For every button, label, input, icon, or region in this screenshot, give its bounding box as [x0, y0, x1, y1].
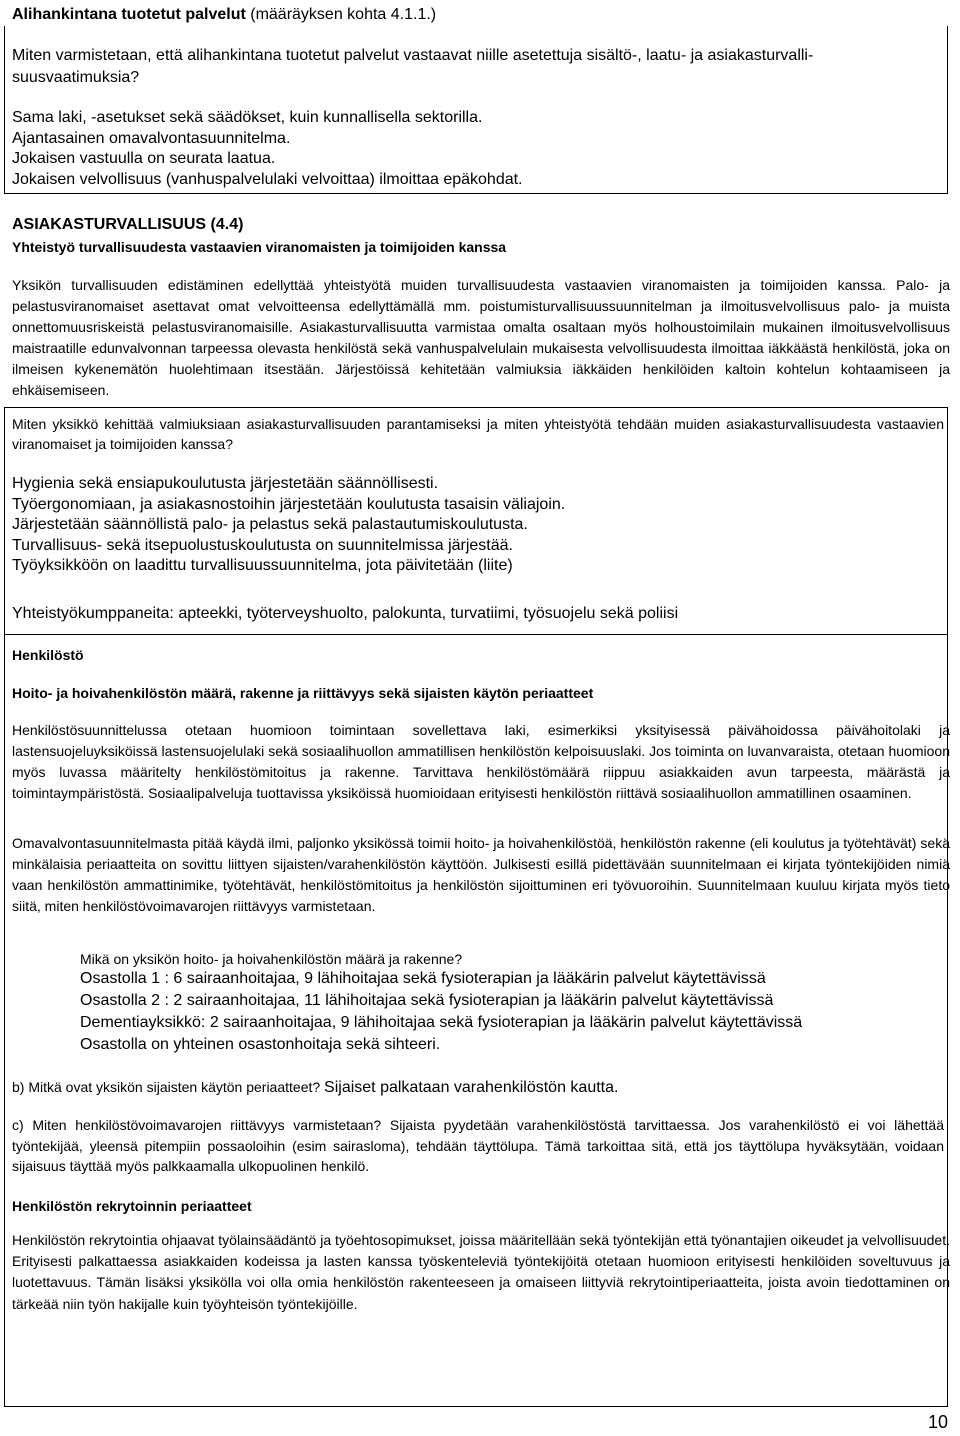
answer-line: Työyksikköön on laadittu turvallisuussuunnitelma, jota päivitetään (liite) [12, 557, 513, 575]
section-title-reference: (määräyksen kohta 4.1.1.) [245, 6, 437, 23]
answer-line: Jokaisen velvollisuus (vanhuspalvelulaki velvoittaa) ilmoittaa epäkohdat. [12, 170, 523, 188]
customer-safety-question: Miten yksikkö kehittää valmiuksiaan asiakasturvallisuuden parantamiseksi ja miten yhteistyötä tehdään muiden asiakasturvallisuudesta vastaavien viranomaiset ja toimijoiden kanssa? [12, 416, 944, 452]
staff-line: Osastolla 2 : 2 sairaanhoitajaa, 11 lähihoitajaa sekä fysioterapian ja lääkärin palvelut käytettävissä [80, 992, 774, 1009]
subcontracting-question [12, 45, 944, 89]
staff-line: Dementiayksikkö: 2 sairaanhoitajaa, 9 lähihoitajaa sekä fysioterapian ja lääkärin palvelut käytettävissä [80, 1014, 803, 1031]
subcontracting-answer [12, 108, 944, 190]
recruitment-paragraph: Henkilöstön rekrytointia ohjaavat työlainsäädäntö ja työehtosopimukset, joissa määritellään sekä työntekijän että työnantajien oikeudet ja velvollisuudet. Erityisesti palkattaessa asiakkaiden kodeissa ja lasten kanssa työskenteleviä työntekijöitä otetaan huomioon erityisesti henkilöiden soveltuvuus ja luotettavuus. Tämän lisäksi yksikölla voi olla omia henkilöstön rakenteeseen ja omaiseen liittyviä rekrytointiperiaatteita, joista avoin tiedottaminen on tärkeää niin työn hakijalle kuin työyhteisön työntekijöille. [12, 1232, 950, 1312]
substitutes-answer: Sijaiset palkataan varahenkilöstön kautta. [324, 1079, 619, 1096]
staffing-answer [80, 950, 940, 1056]
answer-line: Jokaisen vastuulla on seurata laatua. [12, 150, 276, 168]
answer-line: Järjestetään säännöllistä palo- ja pelastus sekä palastautumiskoulutusta. [12, 516, 528, 534]
heading-customer-safety: ASIAKASTURVALLISUUS (4.4) [12, 216, 244, 233]
customer-safety-intro: Yksikön turvallisuuden edistäminen edellyttää yhteistyötä muiden turvallisuudesta vastaavien viranomaisten ja toimijoiden kanssa. Palo- ja pelastusviranomaiset asettavat omat velvoitteensa edellyttämällä mm. poistumisturvallisuussuunnitelman ja ilmoitusvelvollisuus palo- ja muista onnettomuusriskeistä pelastusviranomaisille. Asiakasturvallisuutta varmistaa omalta osaltaan myös holhoustoimilain mukainen ilmoitusvelvollisuus maistraatille edunvalvonnan tarpeessa olevasta henkilöstä sekä vanhuspalvelulain mukaisesta velvollisuudesta ilmoittaa iäkkäästä henkilöstä, joka on ilmeisen kykenemätön huolehtimaan itsestään. Järjestöissä kehitetään valmiuksia iäkkäiden henkilöiden kaltoin kohtelun kohtaamiseen ja ehkäisemiseen. [12, 277, 950, 398]
section-title-bold: Alihankintana tuotetut palvelut [12, 6, 246, 23]
section-title-subcontracting [12, 4, 952, 26]
staff-line: Osastolla 1 : 6 sairaanhoitajaa, 9 lähihoitajaa sekä fysioterapian ja lääkärin palvelut käytettävissä [80, 970, 766, 987]
customer-safety-answer [12, 474, 944, 577]
staffing-paragraph-2: Omavalvontasuunnitelmasta pitää käydä ilmi, paljonko yksikössä toimii hoito- ja hoivahenkilöstöä, henkilöstön rakenne (eli koulutus ja työtehtävät) sekä minkälaisia periaatteita on sovittu liittyen sijaisten/varahenkilöstön käyttöön. Julkisesti esillä pidettävään suunnitelmaan ei kirjata työntekijöiden nimiä vaan henkilöstön ammattinimike, työtehtävät, henkilöstömitoitus ja henkilöstön sijoittuminen eri työvuoroihin. Suunnitelmaan kuuluu kirjata myös tieto siitä, miten henkilöstövoimavarojen riittävyys varmistetaan. [12, 835, 950, 914]
answer-line: Työergonomiaan, ja asiakasnostoihin järjestetään koulutusta tasaisin väliajoin. [12, 495, 566, 513]
page-number: 10 [927, 1412, 948, 1432]
heading-personnel: Henkilöstö [12, 647, 84, 663]
answer-line: Sama laki, -asetukset sekä säädökset, kuin kunnallisella sektorilla. [12, 109, 483, 126]
answer-line: Ajantasainen omavalvontasuunnitelma. [12, 129, 291, 147]
cooperation-partners: Yhteistyökumppaneita: apteekki, työterveyshuolto, palokunta, turvatiimi, työsuojelu sekä poliisi [12, 605, 679, 622]
staffing-paragraph-1: Henkilöstösuunnittelussa otetaan huomioon toimintaan sovellettava laki, esimerkiksi yksityisessä päivähoidossa päivähoitolaki ja lastensuojeluyksiköissä lastensuojelulaki sekä sosiaalihuollon ammatillisen henkilöstön kelpoisuuslaki. Jos toiminta on luvanvaraista, otetaan huomioon myös luvassa määritelty henkilöstömitoitus ja rakenne. Tarvittava henkilöstömäärä riippuu asiakkaiden avun tarpeesta, määrästä ja toimintaympäristöstä. Sosiaalipalveluja tuottavissa yksiköissä huomioidaan erityisesti henkilöstön riittävä sosiaalihuollon ammatillinen osaaminen. [12, 722, 950, 801]
staffing-question: Mikä on yksikön hoito- ja hoivahenkilöstön määrä ja rakenne? [80, 951, 463, 967]
subheading-staffing: Hoito- ja hoivahenkilöstön määrä, rakenne ja riittävyys sekä sijaisten käytön periaatteet [12, 685, 594, 701]
staff-line: Osastolla on yhteinen osastonhoitaja sekä sihteeri. [80, 1036, 441, 1053]
resources-question-answer: c) Miten henkilöstövoimavarojen riittävyys varmistetaan? Sijaista pyydetään varahenkilöstöstä tarvittaessa. Jos varahenkilöstö ei voi lähettää työntekijää, yleensä pitempiin possaoloihin (esim sairasloma), tehdään täyttölupa. Tämä tarkoittaa sitä, että jos täyttölupa hyväksytään, voidaan sijaisuus täyttää myös palkkaamalla ulkopuolinen henkilö. [12, 1117, 944, 1174]
subheading-cooperation: Yhteistyö turvallisuudesta vastaavien viranomaisten ja toimijoiden kanssa [12, 239, 507, 255]
question-line: suusvaatimuksia? [12, 69, 140, 86]
substitutes-question [12, 1076, 618, 1099]
question-line: Miten varmistetaan, että alihankintana tuotetut palvelut vastaavat niille asetettuja sisältö-, laatu- ja asiakasturvalli- [12, 47, 814, 64]
answer-line: Hygienia sekä ensiapukoulutusta järjestetään säännöllisesti. [12, 475, 439, 492]
answer-line: Turvallisuus- sekä itsepuolustuskoulutusta on suunnitelmissa järjestää. [12, 536, 513, 554]
section-divider [4, 634, 948, 635]
substitutes-question-text: b) Mitkä ovat yksikön sijaisten käytön periaatteet? [12, 1079, 325, 1095]
heading-recruitment: Henkilöstön rekrytoinnin periaatteet [12, 1198, 252, 1214]
